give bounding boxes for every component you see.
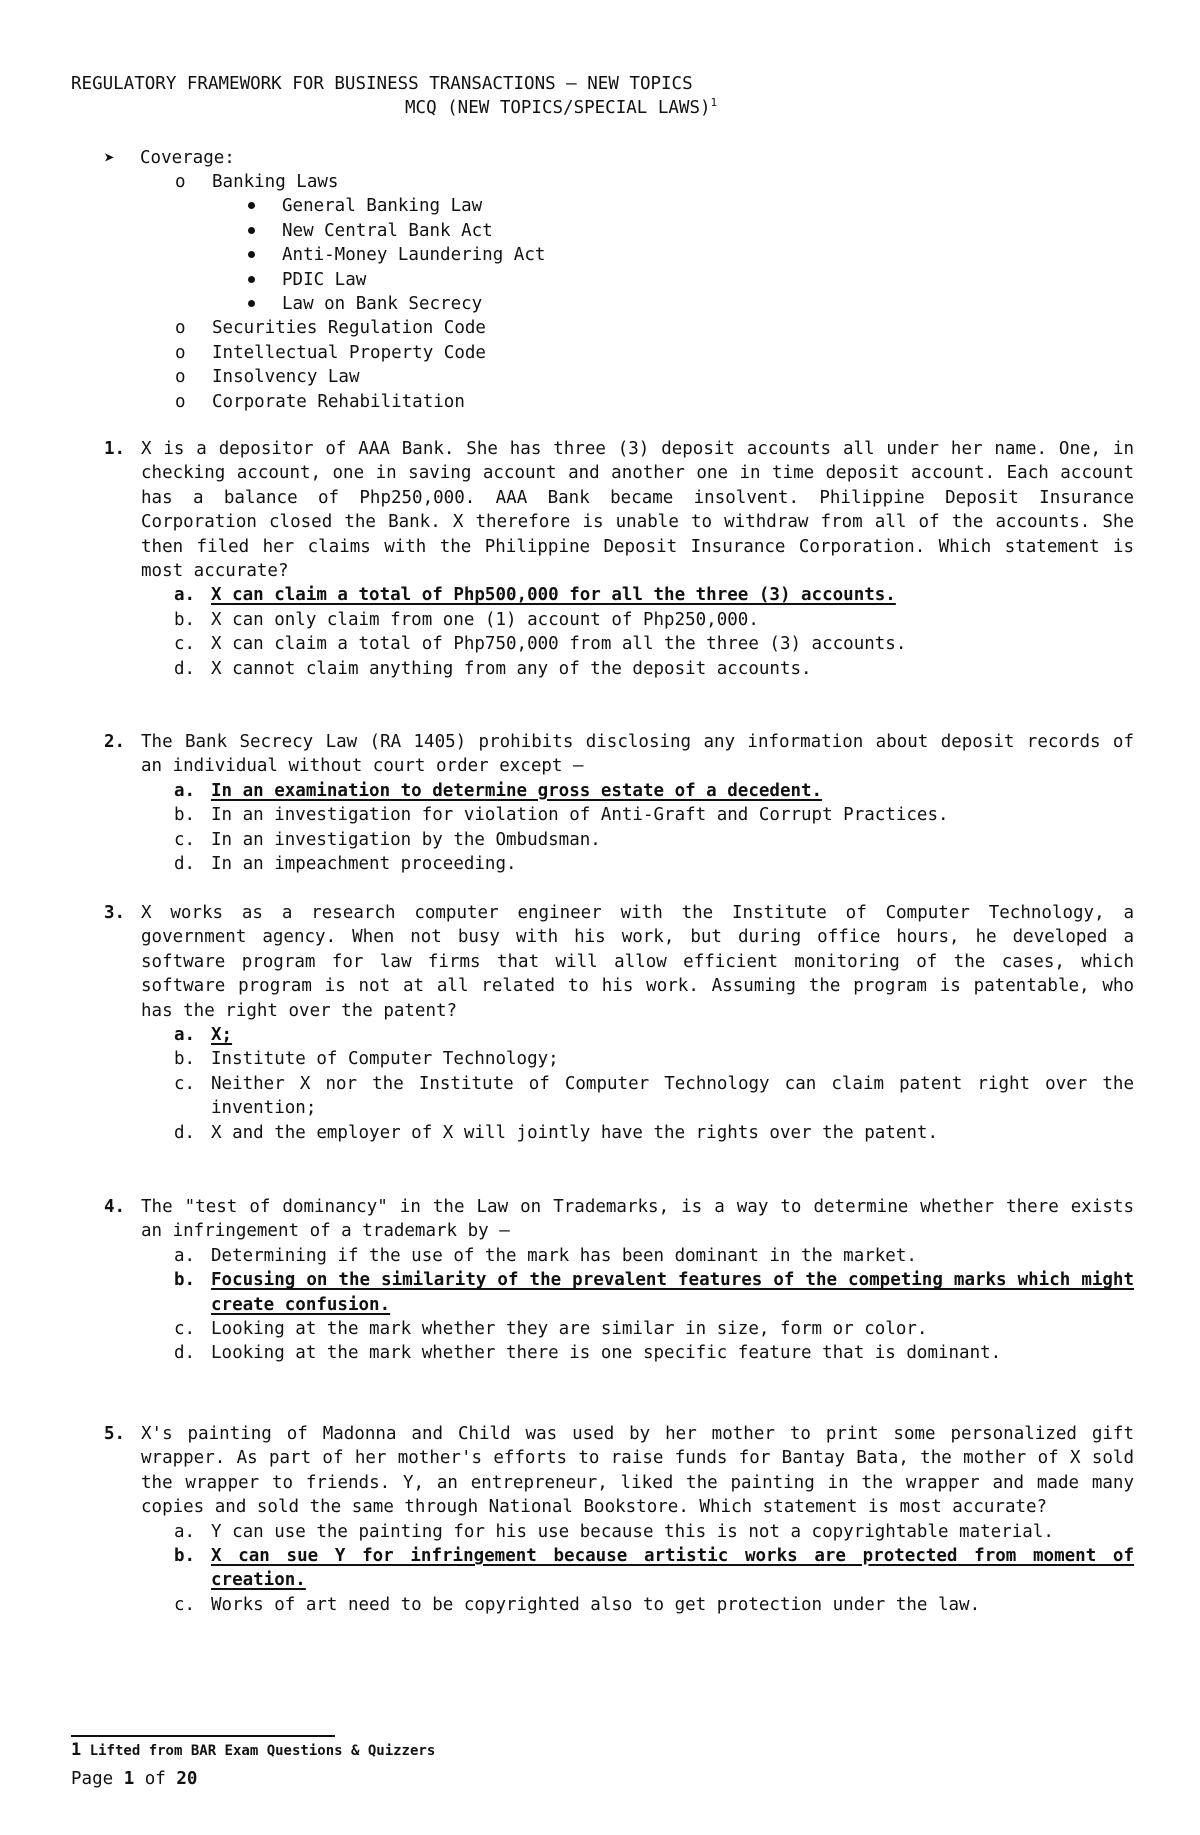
document-title: REGULATORY FRAMEWORK FOR BUSINESS TRANSACTIONS – NEW TOPICS [71,74,693,94]
coverage-subitem: Law on Bank Secrecy [282,294,483,314]
option-letter: c. [174,1319,196,1340]
question-5 [104,1422,1134,1617]
option-text: In an impeachment proceeding. [211,854,517,875]
coverage-bullet-o: o [175,367,186,388]
option-text: Looking at the mark whether they are similar in size, form or color. [211,1319,928,1340]
option [174,1244,1134,1268]
coverage-subitem: Anti-Money Laundering Act [282,245,546,266]
option [174,1317,1134,1341]
footnote-divider [71,1735,335,1737]
page-number: Page 1 of 20 [71,1769,198,1789]
option-letter: b. [174,1546,196,1567]
option-text: Y can use the painting for his use because this is not a copyrightable material. [211,1521,1054,1542]
option [174,1072,1134,1121]
option-text: In an investigation for violation of Anti-Graft and Corrupt Practices. [211,805,949,826]
option-text: Institute of Computer Technology; [211,1049,559,1070]
option-text: X can claim a total of Php750,000 from all the three (3) accounts. [211,634,907,655]
question-number: 2. [104,732,126,752]
coverage-bullet-o: o [175,172,186,192]
question-number: 5. [104,1424,126,1444]
question-1 [104,437,1134,681]
answer-option [174,779,1134,803]
option-text: Determining if the use of the mark has been dominant in the market. [211,1245,917,1266]
question-stem: X's painting of Madonna and Child was used by her mother to print some personalized gift wrapper. As part of her mother's efforts to raise funds for Bantay Bata, the mother of X sold the wrapper to friends. Y, an entrepreneur, liked the painting in the wrapper and made many copies and sold the same through National Bookstore. Which statement is most accurate? [141,1424,1134,1518]
coverage-item: Corporate Rehabilitation [212,391,465,412]
answer-option [174,1544,1134,1593]
option-letter: a. [174,585,196,606]
document-subtitle: MCQ (NEW TOPICS/SPECIAL LAWS)$^1$ [405,96,718,118]
option-letter: c. [174,1073,196,1094]
coverage-subitem: New Central Bank Act [282,220,493,241]
question-number: 4. [104,1197,126,1217]
option-letter: c. [174,1594,196,1615]
option-text: In an investigation by the Ombudsman. [211,829,601,850]
option-text: X and the employer of X will jointly have the rights over the patent. [211,1122,938,1143]
option-letter: b. [174,805,196,826]
coverage-item: Securities Regulation Code [212,318,486,339]
option-text: X can only claim from one (1) account of Php250,000. [211,609,759,630]
coverage-subitem: PDIC Law [282,269,367,290]
bullet-icon [248,227,255,234]
option-text: Focusing on the similarity of the prevalent features of the competing marks which might create confusion. [211,1270,1134,1315]
option-letter: b. [174,1049,196,1070]
bullet-icon [248,251,255,258]
coverage-bullet-o: o [175,318,186,339]
answer-option [174,583,1134,607]
coverage-item: Insolvency Law [212,367,360,388]
option-text: Works of art need to be copyrighted also to get protection under the law. [211,1594,981,1615]
option-text: X; [211,1025,233,1046]
coverage-bullet-o: o [175,391,186,412]
option-letter: a. [174,1521,196,1542]
bullet-icon [248,276,255,283]
option [174,803,1134,827]
bullet-icon [248,202,255,209]
answer-option [174,1023,1134,1047]
question-number: 3. [104,903,126,923]
option-letter: a. [174,1025,196,1046]
option [174,1593,1134,1617]
option-letter: c. [174,829,196,850]
question-4 [104,1195,1134,1366]
footnote-ref: 1 [710,96,718,110]
bullet-icon [248,300,255,307]
question-stem: The Bank Secrecy Law (RA 1405) prohibits disclosing any information about deposit records of an individual without court order except – [141,732,1134,777]
option-text: Looking at the mark whether there is one specific feature that is dominant. [211,1343,1002,1364]
option [174,1121,1134,1145]
option [174,608,1134,632]
option [174,1341,1134,1365]
option-letter: d. [174,854,196,875]
option-text: Neither X nor the Institute of Computer Technology can claim patent right over the invention; [211,1073,1134,1119]
option [174,1520,1134,1544]
option-letter: a. [174,780,196,801]
option [174,657,1134,681]
arrow-bullet-icon: ➤ [104,148,115,169]
question-stem: The "test of dominancy" in the Law on Trademarks, is a way to determine whether there exists an infringement of a trademark by – [141,1197,1134,1242]
coverage-label: Coverage: [140,148,235,168]
option [174,1047,1134,1071]
answer-option [174,1268,1134,1317]
option-letter: b. [174,1270,196,1291]
option-letter: d. [174,1122,196,1143]
question-stem: X works as a research computer engineer with the Institute of Computer Technology, a government agency. When not busy with his work, but during office hours, he developed a software program for law firms that will allow efficient monitoring of the cases, which software program is not at all related to his work. Assuming the program is patentable, who has the right over the patent? [141,903,1134,1021]
option-letter: c. [174,634,196,655]
question-number: 1. [104,439,126,459]
option [174,828,1134,852]
option-text: X can sue Y for infringement because artistic works are protected from moment of creation. [211,1546,1134,1591]
option-text: In an examination to determine gross estate of a decedent. [211,780,823,801]
coverage-subitem: General Banking Law [282,196,483,217]
option-letter: a. [174,1245,196,1266]
option-text: X cannot claim anything from any of the deposit accounts. [211,658,812,679]
coverage-item: Banking Laws [212,172,339,192]
option-letter: d. [174,658,196,679]
footnote: 1 Lifted from BAR Exam Questions & Quizzers [71,1740,436,1760]
option-text: X can claim a total of Php500,000 for all the three (3) accounts. [211,585,896,606]
coverage-bullet-o: o [175,342,186,363]
coverage-item: Intellectual Property Code [212,342,486,363]
question-3 [104,901,1134,1145]
option-letter: d. [174,1343,196,1364]
option-letter: b. [174,609,196,630]
option [174,852,1134,876]
question-stem: X is a depositor of AAA Bank. She has three (3) deposit accounts all under her name. One, in checking account, one in saving account and another one in time deposit account. Each account has a balance of Php250,000. AAA Bank became insolvent. Philippine Deposit Insurance Corporation closed the Bank. X therefore is unable to withdraw from all of the accounts. She then filed her claims with the Philippine Deposit Insurance Corporation. Which statement is most accurate? [141,439,1134,582]
question-2 [104,730,1134,876]
option [174,632,1134,656]
